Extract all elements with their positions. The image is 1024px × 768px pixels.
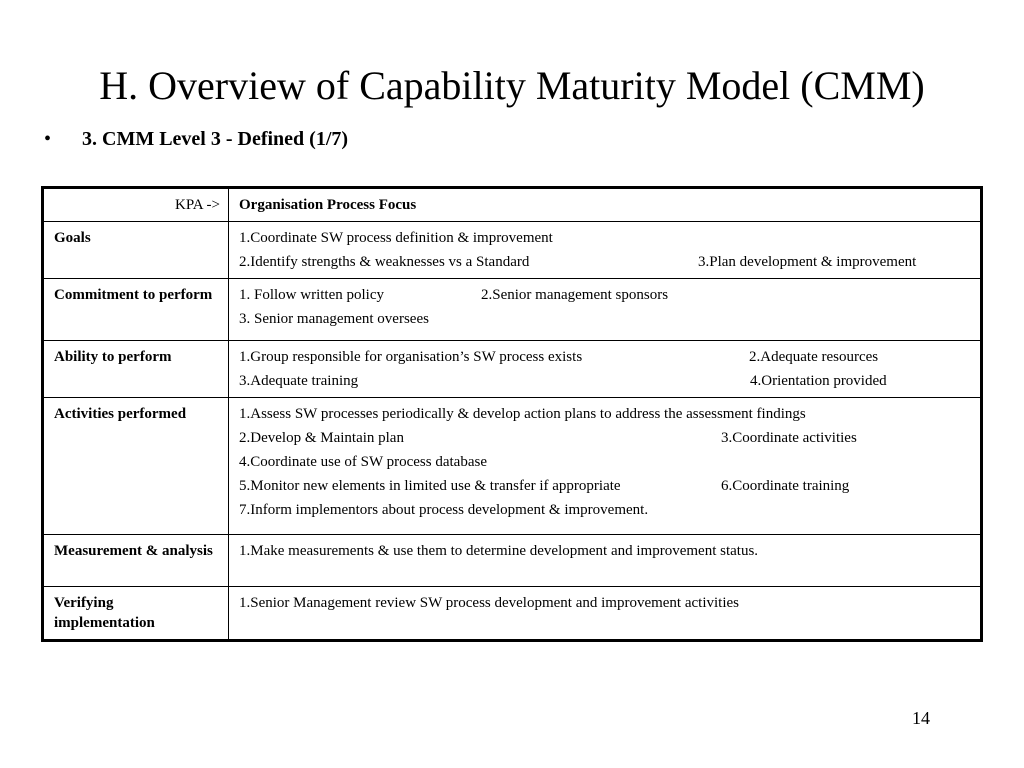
row-content-commitment	[229, 279, 982, 341]
content-text: 1.Group responsible for organisation’s SW process exists	[239, 349, 583, 365]
content-line	[239, 476, 970, 500]
content-line	[239, 371, 970, 391]
content-line	[239, 452, 970, 476]
content-text: 2.Identify strengths & weaknesses vs a Standard	[239, 254, 530, 270]
content-line	[239, 285, 970, 309]
content-text: 7.Inform implementors about process development & improvement.	[239, 502, 649, 518]
row-content-measurement	[229, 535, 982, 587]
subtitle-bullet	[44, 126, 348, 152]
content-line	[239, 541, 970, 561]
content-line	[239, 500, 970, 520]
row-content-goals	[229, 222, 982, 279]
table-row	[43, 398, 982, 535]
row-label-measurement: Measurement & analysis	[43, 535, 229, 587]
kpa-table	[41, 186, 983, 642]
content-text: 3.Plan development & improvement	[698, 254, 917, 270]
slide-title: H. Overview of Capability Maturity Model (CMM)	[99, 63, 925, 108]
table-row	[43, 222, 982, 279]
content-line	[239, 404, 970, 428]
content-text: 6.Coordinate training	[721, 478, 850, 494]
header-value-cell: Organisation Process Focus	[229, 188, 982, 222]
content-text: 2.Develop & Maintain plan	[239, 430, 404, 446]
content-line	[239, 228, 970, 252]
row-content-activities	[229, 398, 982, 535]
content-text: 2.Adequate resources	[749, 349, 879, 365]
content-line	[239, 309, 970, 329]
content-line	[239, 347, 970, 371]
table-row	[43, 279, 982, 341]
content-text: 2.Senior management sponsors	[481, 287, 669, 303]
table-row	[43, 341, 982, 398]
row-content-ability	[229, 341, 982, 398]
table-header-row	[43, 188, 982, 222]
content-text: 3. Senior management oversees	[239, 311, 429, 327]
content-text: 1.Make measurements & use them to determine development and improvement status.	[239, 543, 759, 559]
section-subtitle: 3. CMM Level 3 - Defined (1/7)	[82, 128, 349, 150]
table-row	[43, 535, 982, 587]
content-text: 1. Follow written policy	[239, 287, 384, 303]
table-row	[43, 587, 982, 641]
bullet-icon: •	[44, 128, 52, 150]
row-label-commitment: Commitment to perform	[43, 279, 229, 341]
content-text: 4.Orientation provided	[750, 373, 887, 389]
content-text: 1.Coordinate SW process definition & improvement	[239, 230, 553, 246]
content-text: 4.Coordinate use of SW process database	[239, 454, 487, 470]
content-line	[239, 593, 970, 613]
row-label-verifying: Verifying implementation	[43, 587, 229, 641]
content-text: 5.Monitor new elements in limited use & transfer if appropriate	[239, 478, 621, 494]
row-label-ability: Ability to perform	[43, 341, 229, 398]
header-label-cell: KPA ->	[43, 188, 229, 222]
content-text: 1.Assess SW processes periodically & develop action plans to address the assessment findings	[239, 406, 806, 422]
row-label-goals: Goals	[43, 222, 229, 279]
content-text: 1.Senior Management review SW process development and improvement activities	[239, 595, 740, 611]
content-text: 3.Adequate training	[239, 373, 359, 389]
content-text: 3.Coordinate activities	[721, 430, 857, 446]
content-line	[239, 252, 970, 272]
row-label-activities: Activities performed	[43, 398, 229, 535]
content-line	[239, 428, 970, 452]
page-number: 14	[912, 708, 930, 728]
row-content-verifying	[229, 587, 982, 641]
